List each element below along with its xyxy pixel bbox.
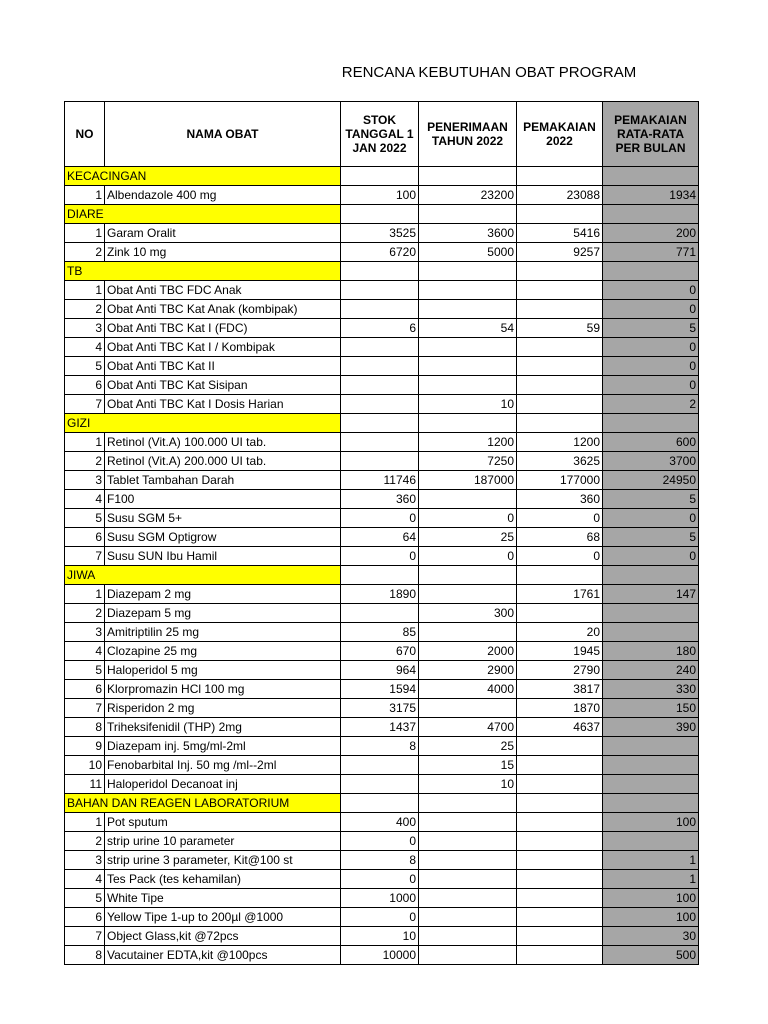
table-row [65, 471, 699, 490]
cell-rata-rata: 100 [603, 813, 699, 832]
table-row [65, 433, 699, 452]
cell-no: 5 [65, 889, 105, 908]
category-label: TB [65, 262, 341, 281]
cell-no: 3 [65, 319, 105, 338]
cell-nama-obat: Albendazole 400 mg [105, 186, 341, 205]
cell-rata-rata [603, 737, 699, 756]
cell-nama-obat: Obat Anti TBC FDC Anak [105, 281, 341, 300]
cell-pemakaian: 3817 [517, 680, 603, 699]
cell-penerimaan: 25 [419, 737, 517, 756]
table-row [65, 395, 699, 414]
header-no: NO [65, 102, 105, 167]
category-label: JIWA [65, 566, 341, 585]
cell-penerimaan: 15 [419, 756, 517, 775]
cell-pemakaian [517, 775, 603, 794]
empty-cell [419, 262, 517, 281]
cell-rata-rata: 24950 [603, 471, 699, 490]
header-rata-rata: PEMAKAIAN RATA-RATA PER BULAN [603, 102, 699, 167]
cell-stok: 6 [341, 319, 419, 338]
category-row [65, 566, 699, 585]
cell-penerimaan [419, 946, 517, 965]
header-stok: STOK TANGGAL 1 JAN 2022 [341, 102, 419, 167]
empty-cell [603, 262, 699, 281]
cell-rata-rata: 3700 [603, 452, 699, 471]
cell-no: 6 [65, 680, 105, 699]
cell-pemakaian: 1761 [517, 585, 603, 604]
cell-pemakaian [517, 338, 603, 357]
cell-rata-rata: 100 [603, 889, 699, 908]
cell-nama-obat: Vacutainer EDTA,kit @100pcs [105, 946, 341, 965]
cell-rata-rata: 330 [603, 680, 699, 699]
cell-no: 9 [65, 737, 105, 756]
cell-nama-obat: F100 [105, 490, 341, 509]
cell-pemakaian [517, 737, 603, 756]
cell-no: 3 [65, 851, 105, 870]
cell-rata-rata: 240 [603, 661, 699, 680]
cell-rata-rata: 200 [603, 224, 699, 243]
cell-penerimaan: 5000 [419, 243, 517, 262]
cell-no: 6 [65, 528, 105, 547]
cell-nama-obat: Amitriptilin 25 mg [105, 623, 341, 642]
cell-penerimaan [419, 870, 517, 889]
empty-cell [341, 262, 419, 281]
cell-stok: 0 [341, 870, 419, 889]
cell-stok: 1890 [341, 585, 419, 604]
cell-pemakaian [517, 376, 603, 395]
cell-penerimaan: 10 [419, 395, 517, 414]
cell-rata-rata: 0 [603, 338, 699, 357]
cell-pemakaian: 5416 [517, 224, 603, 243]
cell-pemakaian [517, 889, 603, 908]
cell-pemakaian [517, 813, 603, 832]
cell-no: 4 [65, 490, 105, 509]
cell-no: 8 [65, 946, 105, 965]
cell-no: 1 [65, 224, 105, 243]
cell-rata-rata: 390 [603, 718, 699, 737]
cell-rata-rata: 100 [603, 908, 699, 927]
cell-no: 1 [65, 186, 105, 205]
cell-rata-rata: 30 [603, 927, 699, 946]
cell-pemakaian: 0 [517, 547, 603, 566]
cell-rata-rata [603, 756, 699, 775]
cell-stok [341, 452, 419, 471]
cell-rata-rata: 5 [603, 490, 699, 509]
cell-no: 7 [65, 927, 105, 946]
cell-stok [341, 281, 419, 300]
cell-pemakaian: 20 [517, 623, 603, 642]
cell-rata-rata: 1 [603, 851, 699, 870]
cell-stok: 1000 [341, 889, 419, 908]
table-row [65, 243, 699, 262]
category-row [65, 794, 699, 813]
cell-rata-rata: 150 [603, 699, 699, 718]
category-row [65, 205, 699, 224]
table-row [65, 186, 699, 205]
empty-cell [419, 167, 517, 186]
cell-rata-rata [603, 775, 699, 794]
cell-nama-obat: Haloperidol 5 mg [105, 661, 341, 680]
table-row [65, 908, 699, 927]
cell-pemakaian: 9257 [517, 243, 603, 262]
table-row [65, 870, 699, 889]
table-row [65, 832, 699, 851]
empty-cell [603, 205, 699, 224]
cell-pemakaian: 360 [517, 490, 603, 509]
cell-penerimaan [419, 851, 517, 870]
cell-stok: 0 [341, 832, 419, 851]
table-row [65, 775, 699, 794]
cell-rata-rata: 1 [603, 870, 699, 889]
table-row [65, 642, 699, 661]
cell-penerimaan [419, 376, 517, 395]
empty-cell [603, 566, 699, 585]
cell-penerimaan: 2000 [419, 642, 517, 661]
cell-penerimaan [419, 300, 517, 319]
cell-stok: 10 [341, 927, 419, 946]
header-nama-obat: NAMA OBAT [105, 102, 341, 167]
cell-rata-rata: 5 [603, 528, 699, 547]
table-row [65, 813, 699, 832]
cell-no: 7 [65, 395, 105, 414]
cell-pemakaian: 23088 [517, 186, 603, 205]
table-row [65, 528, 699, 547]
cell-no: 10 [65, 756, 105, 775]
header-pemakaian: PEMAKAIAN 2022 [517, 102, 603, 167]
cell-rata-rata: 180 [603, 642, 699, 661]
category-label: DIARE [65, 205, 341, 224]
cell-penerimaan: 4000 [419, 680, 517, 699]
table-row [65, 737, 699, 756]
cell-nama-obat: Obat Anti TBC Kat I Dosis Harian [105, 395, 341, 414]
cell-rata-rata [603, 623, 699, 642]
cell-stok: 8 [341, 851, 419, 870]
cell-stok: 3525 [341, 224, 419, 243]
cell-stok: 11746 [341, 471, 419, 490]
cell-nama-obat: Pot sputum [105, 813, 341, 832]
table-body [65, 167, 699, 965]
cell-no: 3 [65, 623, 105, 642]
table-row [65, 547, 699, 566]
table-row [65, 224, 699, 243]
cell-rata-rata: 771 [603, 243, 699, 262]
cell-no: 4 [65, 642, 105, 661]
cell-stok [341, 604, 419, 623]
cell-penerimaan [419, 832, 517, 851]
cell-penerimaan [419, 623, 517, 642]
cell-pemakaian: 1200 [517, 433, 603, 452]
cell-nama-obat: Retinol (Vit.A) 200.000 UI tab. [105, 452, 341, 471]
empty-cell [419, 566, 517, 585]
cell-nama-obat: Obat Anti TBC Kat I (FDC) [105, 319, 341, 338]
cell-nama-obat: Clozapine 25 mg [105, 642, 341, 661]
table-row [65, 585, 699, 604]
table-row [65, 319, 699, 338]
header-row [65, 102, 699, 167]
cell-pemakaian [517, 908, 603, 927]
cell-pemakaian: 68 [517, 528, 603, 547]
cell-stok: 360 [341, 490, 419, 509]
cell-pemakaian [517, 300, 603, 319]
cell-no: 5 [65, 661, 105, 680]
cell-no: 2 [65, 832, 105, 851]
cell-nama-obat: Diazepam inj. 5mg/ml-2ml [105, 737, 341, 756]
cell-rata-rata: 2 [603, 395, 699, 414]
cell-pemakaian [517, 870, 603, 889]
cell-penerimaan [419, 699, 517, 718]
cell-penerimaan: 0 [419, 547, 517, 566]
cell-penerimaan: 7250 [419, 452, 517, 471]
table-row [65, 452, 699, 471]
cell-nama-obat: Obat Anti TBC Kat Sisipan [105, 376, 341, 395]
cell-stok [341, 775, 419, 794]
cell-nama-obat: Tablet Tambahan Darah [105, 471, 341, 490]
cell-penerimaan [419, 357, 517, 376]
cell-penerimaan: 2900 [419, 661, 517, 680]
cell-no: 4 [65, 338, 105, 357]
cell-penerimaan: 187000 [419, 471, 517, 490]
category-row [65, 262, 699, 281]
table-row [65, 604, 699, 623]
cell-pemakaian [517, 946, 603, 965]
category-label: BAHAN DAN REAGEN LABORATORIUM [65, 794, 341, 813]
cell-nama-obat: Susu SGM Optigrow [105, 528, 341, 547]
cell-no: 7 [65, 547, 105, 566]
cell-no: 1 [65, 281, 105, 300]
cell-rata-rata: 500 [603, 946, 699, 965]
cell-no: 5 [65, 357, 105, 376]
category-row [65, 167, 699, 186]
table-row [65, 661, 699, 680]
cell-rata-rata: 0 [603, 547, 699, 566]
cell-rata-rata: 600 [603, 433, 699, 452]
cell-pemakaian: 3625 [517, 452, 603, 471]
cell-nama-obat: Retinol (Vit.A) 100.000 UI tab. [105, 433, 341, 452]
cell-stok: 964 [341, 661, 419, 680]
cell-no: 1 [65, 585, 105, 604]
cell-penerimaan: 23200 [419, 186, 517, 205]
table-row [65, 927, 699, 946]
cell-penerimaan: 3600 [419, 224, 517, 243]
cell-pemakaian [517, 832, 603, 851]
empty-cell [341, 205, 419, 224]
empty-cell [603, 414, 699, 433]
cell-pemakaian [517, 395, 603, 414]
cell-no: 5 [65, 509, 105, 528]
cell-stok: 670 [341, 642, 419, 661]
cell-no: 8 [65, 718, 105, 737]
cell-rata-rata: 1934 [603, 186, 699, 205]
cell-stok [341, 395, 419, 414]
cell-penerimaan [419, 338, 517, 357]
category-row [65, 414, 699, 433]
empty-cell [419, 414, 517, 433]
cell-nama-obat: Obat Anti TBC Kat I / Kombipak [105, 338, 341, 357]
table-row [65, 889, 699, 908]
cell-rata-rata: 0 [603, 376, 699, 395]
cell-stok [341, 300, 419, 319]
cell-rata-rata: 5 [603, 319, 699, 338]
empty-cell [603, 794, 699, 813]
cell-stok: 0 [341, 547, 419, 566]
cell-penerimaan: 1200 [419, 433, 517, 452]
cell-pemakaian: 59 [517, 319, 603, 338]
table-row [65, 680, 699, 699]
cell-nama-obat: Risperidon 2 mg [105, 699, 341, 718]
empty-cell [517, 262, 603, 281]
cell-penerimaan: 54 [419, 319, 517, 338]
cell-nama-obat: White Tipe [105, 889, 341, 908]
table-row [65, 851, 699, 870]
cell-rata-rata: 0 [603, 509, 699, 528]
cell-no: 1 [65, 813, 105, 832]
empty-cell [419, 794, 517, 813]
cell-nama-obat: Fenobarbital Inj. 50 mg /ml--2ml [105, 756, 341, 775]
cell-rata-rata: 0 [603, 357, 699, 376]
cell-stok: 6720 [341, 243, 419, 262]
obat-table [64, 101, 699, 965]
cell-rata-rata: 147 [603, 585, 699, 604]
empty-cell [341, 167, 419, 186]
cell-nama-obat: Diazepam 2 mg [105, 585, 341, 604]
cell-no: 2 [65, 243, 105, 262]
cell-no: 7 [65, 699, 105, 718]
cell-stok: 64 [341, 528, 419, 547]
cell-stok: 10000 [341, 946, 419, 965]
cell-stok [341, 376, 419, 395]
empty-cell [341, 794, 419, 813]
cell-nama-obat: strip urine 3 parameter, Kit@100 st [105, 851, 341, 870]
cell-stok: 1437 [341, 718, 419, 737]
table-row [65, 300, 699, 319]
cell-no: 6 [65, 908, 105, 927]
cell-no: 1 [65, 433, 105, 452]
cell-nama-obat: Klorpromazin HCl 100 mg [105, 680, 341, 699]
empty-cell [517, 414, 603, 433]
cell-penerimaan [419, 927, 517, 946]
cell-pemakaian [517, 357, 603, 376]
cell-stok: 85 [341, 623, 419, 642]
cell-stok [341, 338, 419, 357]
cell-penerimaan: 10 [419, 775, 517, 794]
table-row [65, 718, 699, 737]
cell-nama-obat: Susu SUN Ibu Hamil [105, 547, 341, 566]
cell-nama-obat: Tes Pack (tes kehamilan) [105, 870, 341, 889]
cell-nama-obat: Yellow Tipe 1-up to 200µl @1000 [105, 908, 341, 927]
cell-stok: 8 [341, 737, 419, 756]
cell-pemakaian [517, 281, 603, 300]
cell-nama-obat: Obat Anti TBC Kat Anak (kombipak) [105, 300, 341, 319]
cell-stok: 0 [341, 908, 419, 927]
cell-pemakaian [517, 604, 603, 623]
empty-cell [517, 167, 603, 186]
table-row [65, 338, 699, 357]
table-row [65, 623, 699, 642]
header-penerimaan: PENERIMAAN TAHUN 2022 [419, 102, 517, 167]
empty-cell [603, 167, 699, 186]
cell-pemakaian: 2790 [517, 661, 603, 680]
category-label: KECACINGAN [65, 167, 341, 186]
cell-penerimaan: 25 [419, 528, 517, 547]
table-row [65, 281, 699, 300]
cell-rata-rata: 0 [603, 300, 699, 319]
cell-penerimaan: 4700 [419, 718, 517, 737]
empty-cell [517, 205, 603, 224]
cell-pemakaian: 1870 [517, 699, 603, 718]
table-row [65, 490, 699, 509]
empty-cell [419, 205, 517, 224]
table-row [65, 756, 699, 775]
cell-penerimaan: 0 [419, 509, 517, 528]
table-row [65, 699, 699, 718]
table-row [65, 357, 699, 376]
cell-no: 4 [65, 870, 105, 889]
cell-pemakaian [517, 756, 603, 775]
cell-rata-rata [603, 604, 699, 623]
cell-nama-obat: strip urine 10 parameter [105, 832, 341, 851]
cell-penerimaan [419, 813, 517, 832]
cell-penerimaan [419, 490, 517, 509]
category-label: GIZI [65, 414, 341, 433]
cell-penerimaan [419, 889, 517, 908]
cell-stok: 100 [341, 186, 419, 205]
table-row [65, 376, 699, 395]
cell-no: 11 [65, 775, 105, 794]
cell-no: 6 [65, 376, 105, 395]
cell-stok: 0 [341, 509, 419, 528]
cell-nama-obat: Object Glass,kit @72pcs [105, 927, 341, 946]
cell-penerimaan [419, 281, 517, 300]
cell-stok [341, 357, 419, 376]
cell-no: 2 [65, 300, 105, 319]
cell-pemakaian: 1945 [517, 642, 603, 661]
cell-nama-obat: Haloperidol Decanoat inj [105, 775, 341, 794]
cell-no: 2 [65, 452, 105, 471]
cell-pemakaian: 0 [517, 509, 603, 528]
cell-nama-obat: Diazepam 5 mg [105, 604, 341, 623]
cell-pemakaian: 177000 [517, 471, 603, 490]
empty-cell [341, 414, 419, 433]
cell-no: 3 [65, 471, 105, 490]
cell-nama-obat: Triheksifenidil (THP) 2mg [105, 718, 341, 737]
cell-rata-rata: 0 [603, 281, 699, 300]
cell-pemakaian [517, 851, 603, 870]
cell-no: 2 [65, 604, 105, 623]
cell-pemakaian: 4637 [517, 718, 603, 737]
empty-cell [517, 566, 603, 585]
table-row [65, 946, 699, 965]
cell-stok: 3175 [341, 699, 419, 718]
cell-nama-obat: Zink 10 mg [105, 243, 341, 262]
table-row [65, 509, 699, 528]
empty-cell [341, 566, 419, 585]
cell-stok [341, 433, 419, 452]
cell-nama-obat: Susu SGM 5+ [105, 509, 341, 528]
cell-stok: 1594 [341, 680, 419, 699]
cell-stok: 400 [341, 813, 419, 832]
cell-pemakaian [517, 927, 603, 946]
cell-penerimaan [419, 585, 517, 604]
page-title: RENCANA KEBUTUHAN OBAT PROGRAM [341, 64, 637, 81]
empty-cell [517, 794, 603, 813]
cell-nama-obat: Garam Oralit [105, 224, 341, 243]
cell-rata-rata [603, 832, 699, 851]
cell-penerimaan [419, 908, 517, 927]
cell-penerimaan: 300 [419, 604, 517, 623]
cell-nama-obat: Obat Anti TBC Kat II [105, 357, 341, 376]
cell-stok [341, 756, 419, 775]
